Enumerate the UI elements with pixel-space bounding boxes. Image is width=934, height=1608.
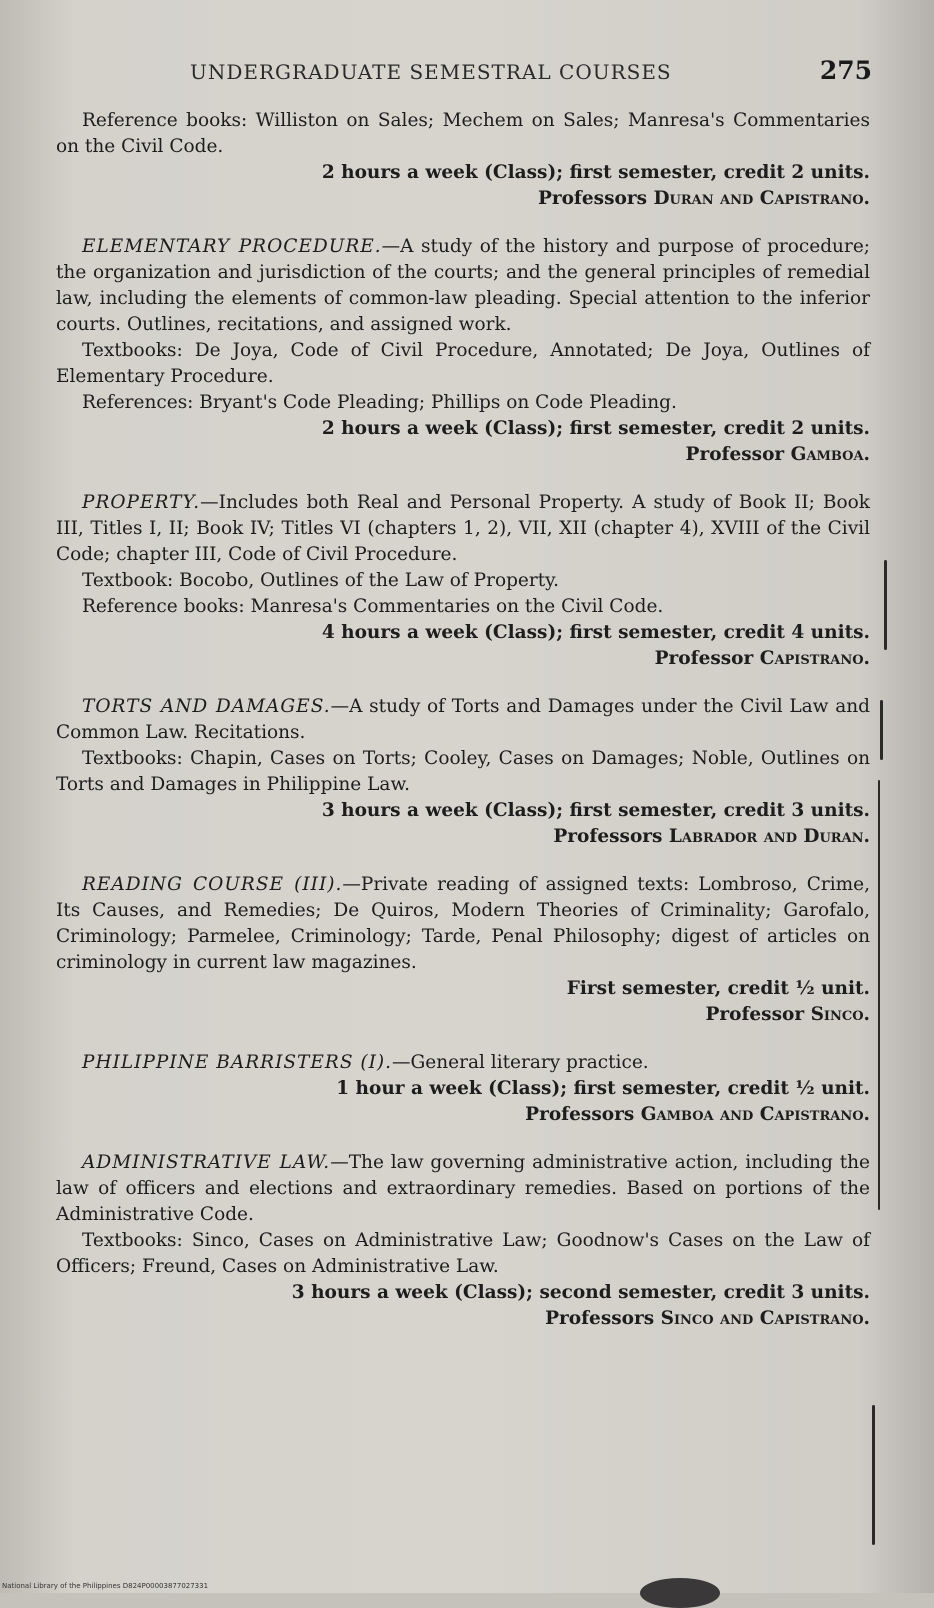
professor-prefix: Professors: [545, 1308, 655, 1329]
page-number: 275: [819, 56, 872, 85]
course-schedule: 4 hours a week (Class); first semester, credit 4 units.: [321, 622, 870, 643]
margin-line: [884, 560, 887, 650]
course-description: [56, 694, 870, 746]
course-textbooks: Textbooks: Sinco, Cases on Administrative Law; Goodnow's Cases on the Law of Officers; Freund, Cases on Administrative Law.: [56, 1230, 870, 1277]
course-torts-and-damages: [56, 694, 870, 850]
course-schedule: 3 hours a week (Class); first semester, credit 3 units.: [321, 800, 870, 821]
professor-names: Sinco and Capistrano.: [660, 1308, 870, 1329]
ink-blot: [640, 1578, 720, 1608]
course-description: [56, 1050, 870, 1076]
course-references: Reference books: Manresa's Commentaries on the Civil Code.: [82, 596, 664, 617]
course-title: READING COURSE (III).: [82, 874, 343, 895]
professor-prefix: Professors: [537, 188, 647, 209]
course-description: [56, 1150, 870, 1228]
margin-line: [872, 1405, 875, 1545]
professor-names: Gamboa.: [790, 444, 870, 465]
scan-footer: National Library of the Philippines D824P00003877027331: [2, 1582, 209, 1590]
margin-line: [878, 780, 880, 1210]
course-reading-course: [56, 872, 870, 1028]
course-professor: [56, 646, 870, 672]
course-description: [56, 872, 870, 976]
professor-names: Sinco.: [810, 1004, 870, 1025]
description-text: —Private reading of assigned texts: Lombroso, Crime, Its Causes, and Remedies; De Quiros, Modern Theories of Criminality; Garofalo, Criminology; Parmelee, Criminology; Tarde, Penal Philosophy; digest of articles on criminology in current law magazines.: [56, 874, 870, 973]
professor-names: Labrador and Duran.: [668, 826, 870, 847]
course-professor: [56, 1002, 870, 1028]
course-professor: [56, 442, 870, 468]
course-schedule: 1 hour a week (Class); first semester, credit ½ unit.: [336, 1078, 870, 1099]
course-title: TORTS AND DAMAGES.: [82, 696, 331, 717]
professor-prefix: Professors: [525, 1104, 635, 1125]
page-header: [60, 56, 872, 92]
professor-prefix: Professors: [553, 826, 663, 847]
reference-books: Reference books: Williston on Sales; Mechem on Sales; Manresa's Commentaries on the Civil Code.: [56, 110, 870, 157]
course-title: PHILIPPINE BARRISTERS (I).: [82, 1052, 393, 1073]
description-text: —General literary practice.: [392, 1052, 649, 1073]
course-textbooks: Textbook: Bocobo, Outlines of the Law of Property.: [82, 570, 560, 591]
professor-names: Duran and Capistrano.: [653, 188, 870, 209]
course-title: ADMINISTRATIVE LAW.: [82, 1152, 331, 1173]
course-elementary-procedure: [56, 234, 870, 468]
course-philippine-barristers: [56, 1050, 870, 1128]
professor-names: Capistrano.: [759, 648, 870, 669]
course-description: [56, 490, 870, 568]
course-administrative-law: [56, 1150, 870, 1332]
course-professor: [56, 824, 870, 850]
description-text: —The law governing administrative action, including the law of officers and elections and extraordinary remedies. Based on portions of the Administrative Code.: [56, 1152, 870, 1225]
professor-prefix: Professor: [685, 444, 785, 465]
course-professor: [56, 186, 870, 212]
course-title: ELEMENTARY PROCEDURE.: [82, 236, 382, 257]
course-professor: [56, 1102, 870, 1128]
course-schedule: 2 hours a week (Class); first semester, credit 2 units.: [321, 162, 870, 183]
description-text: —A study of Torts and Damages under the Civil Law and Common Law. Recitations.: [56, 696, 870, 743]
professor-prefix: Professor: [654, 648, 754, 669]
course-textbooks: Textbooks: De Joya, Code of Civil Procedure, Annotated; De Joya, Outlines of Elementary Procedure.: [56, 340, 870, 387]
intro-block: [56, 108, 870, 212]
margin-line: [880, 700, 883, 760]
page-content: [56, 108, 870, 1332]
course-schedule: 3 hours a week (Class); second semester, credit 3 units.: [291, 1282, 870, 1303]
course-description: [56, 234, 870, 338]
course-schedule: First semester, credit ½ unit.: [566, 978, 870, 999]
course-professor: [56, 1306, 870, 1332]
course-title: PROPERTY.: [82, 492, 201, 513]
description-text: —A study of the history and purpose of procedure; the organization and jurisdiction of the courts; and the general principles of remedial law, including the elements of common-law pleading. Special attention to the inferior courts. Outlines, recitations, and assigned work.: [56, 236, 870, 335]
course-property: [56, 490, 870, 672]
professor-names: Gamboa and Capistrano.: [640, 1104, 870, 1125]
running-head: UNDERGRADUATE SEMESTRAL COURSES: [190, 60, 672, 84]
course-references: References: Bryant's Code Pleading; Phillips on Code Pleading.: [82, 392, 677, 413]
course-schedule: 2 hours a week (Class); first semester, credit 2 units.: [321, 418, 870, 439]
description-text: —Includes both Real and Personal Property. A study of Book II; Book III, Titles I, II; Book IV; Titles VI (chapters 1, 2), VII, XII (chapter 4), XVIII of the Civil Code; chapter III, Code of Civil Procedure.: [56, 492, 870, 565]
professor-prefix: Professor: [705, 1004, 805, 1025]
course-textbooks: Textbooks: Chapin, Cases on Torts; Cooley, Cases on Damages; Noble, Outlines on Torts and Damages in Philippine Law.: [56, 748, 870, 795]
